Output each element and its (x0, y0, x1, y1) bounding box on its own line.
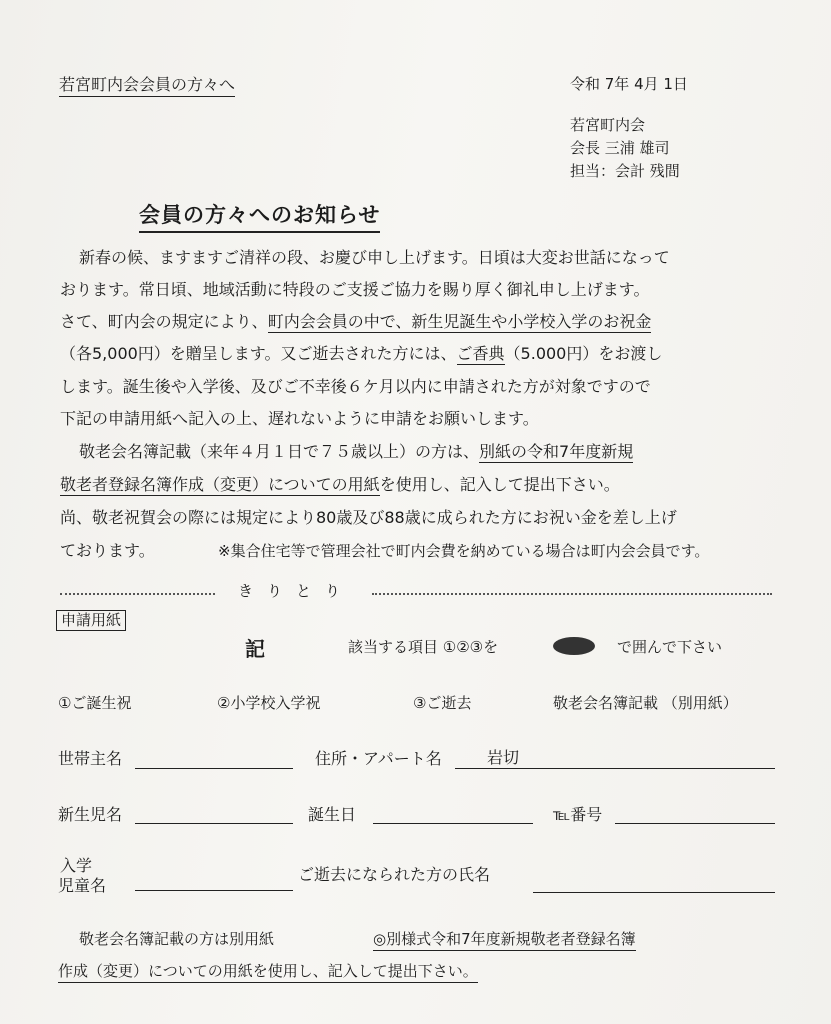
body-text: 敬老会名簿記載（来年４月１日で７５歳以上）の方は、 (79, 442, 480, 461)
phone-label: ℡番号 (553, 805, 603, 824)
address-value: 岩切 (487, 748, 520, 767)
body-line (60, 341, 662, 364)
body-text: を使用し、記入して提出下さい。 (379, 475, 620, 494)
enroll-child-field[interactable] (135, 890, 293, 891)
deceased-name-label: ご逝去になられた方の氏名 (298, 865, 491, 884)
form-label-box: 申請用紙 (56, 610, 126, 631)
underlined-text: 別紙の令和7年度新規 (479, 442, 634, 461)
cut-label: きりとり (238, 582, 355, 600)
footer-instruction: 作成（変更）についての用紙を使用し、記入して提出下さい。 (58, 960, 478, 983)
household-head-field[interactable] (135, 768, 293, 769)
organization-name: 若宮町内会 (570, 116, 646, 134)
newborn-name-label: 新生児名 (58, 805, 123, 824)
underlined-text: ご香典 (456, 344, 505, 363)
body-line (60, 472, 620, 495)
enroll-label-line1: 入学 (60, 856, 93, 875)
option-birth: ①ご誕生祝 (58, 694, 132, 712)
footer-reference: ◎別様式令和7年度新規敬老者登録名簿 (373, 928, 636, 951)
body-line: 新春の候、ますますご清祥の段、お慶び申し上げます。日頃は大変お世話になって (79, 248, 670, 267)
option-condolence: ③ご逝去 (413, 694, 472, 712)
address-label: 住所・アパート名 (315, 749, 442, 768)
body-line (79, 439, 633, 462)
instruction-text-end: で囲んで下さい (617, 638, 723, 656)
recipient-heading: 若宮町内会会員の方々へ (59, 72, 235, 97)
enroll-label-line2: 児童名 (58, 876, 107, 895)
body-line: おります。常日頃、地域活動に特段のご支援ご協力を賜り厚く御礼申し上げます。 (60, 280, 650, 299)
body-text: さて、町内会の規定により、 (60, 312, 268, 331)
cut-line-right (372, 593, 772, 595)
filled-oval-icon (553, 637, 595, 655)
body-text: （各5,000円）を贈呈します。又ご逝去された方には、 (60, 344, 457, 363)
body-text: （5.000円）をお渡し (504, 344, 663, 363)
chairman-name: 会長 三浦 雄司 (570, 139, 670, 157)
birthday-label: 誕生日 (308, 805, 357, 824)
phone-field[interactable] (615, 823, 775, 824)
body-note: ※集合住宅等で管理会社で町内会費を納めている場合は町内会会員です。 (218, 542, 710, 560)
notice-title: 会員の方々へのお知らせ (139, 199, 380, 233)
option-school-entry: ②小学校入学祝 (217, 694, 321, 712)
instruction-text: 該当する項目 ①②③を (348, 638, 499, 656)
body-line (60, 309, 651, 332)
household-head-label: 世帯主名 (58, 749, 123, 768)
underlined-text: 町内会会員の中で、新生児誕生や小学校入学のお祝金 (267, 312, 652, 331)
underlined-text: 敬老者登録名簿作成（変更）についての用紙 (60, 475, 380, 494)
issue-date: 令和 7年 4月 1日 (570, 75, 688, 93)
newborn-name-field[interactable] (135, 823, 293, 824)
option-elderly-register: 敬老会名簿記載 （別用紙） (553, 694, 738, 712)
body-line: 尚、敬老祝賀会の際には規定により80歳及び88歳に成られた方にお祝い金を差し上げ (60, 508, 677, 527)
deceased-name-field[interactable] (533, 892, 775, 893)
address-field[interactable] (455, 768, 775, 769)
body-line: します。誕生後や入学後、及びご不幸後６ケ月以内に申請された方が対象ですので (60, 377, 651, 396)
footer-note: 敬老会名簿記載の方は別用紙 (79, 930, 275, 948)
body-line: ております。 (60, 541, 155, 560)
ki-heading: 記 (245, 637, 265, 661)
body-line: 下記の申請用紙へ記入の上、遅れないように申請をお願いします。 (60, 409, 539, 428)
contact-person: 担当：会計 残間 (570, 162, 680, 180)
birthday-field[interactable] (373, 823, 533, 824)
cut-line-left (60, 593, 215, 595)
